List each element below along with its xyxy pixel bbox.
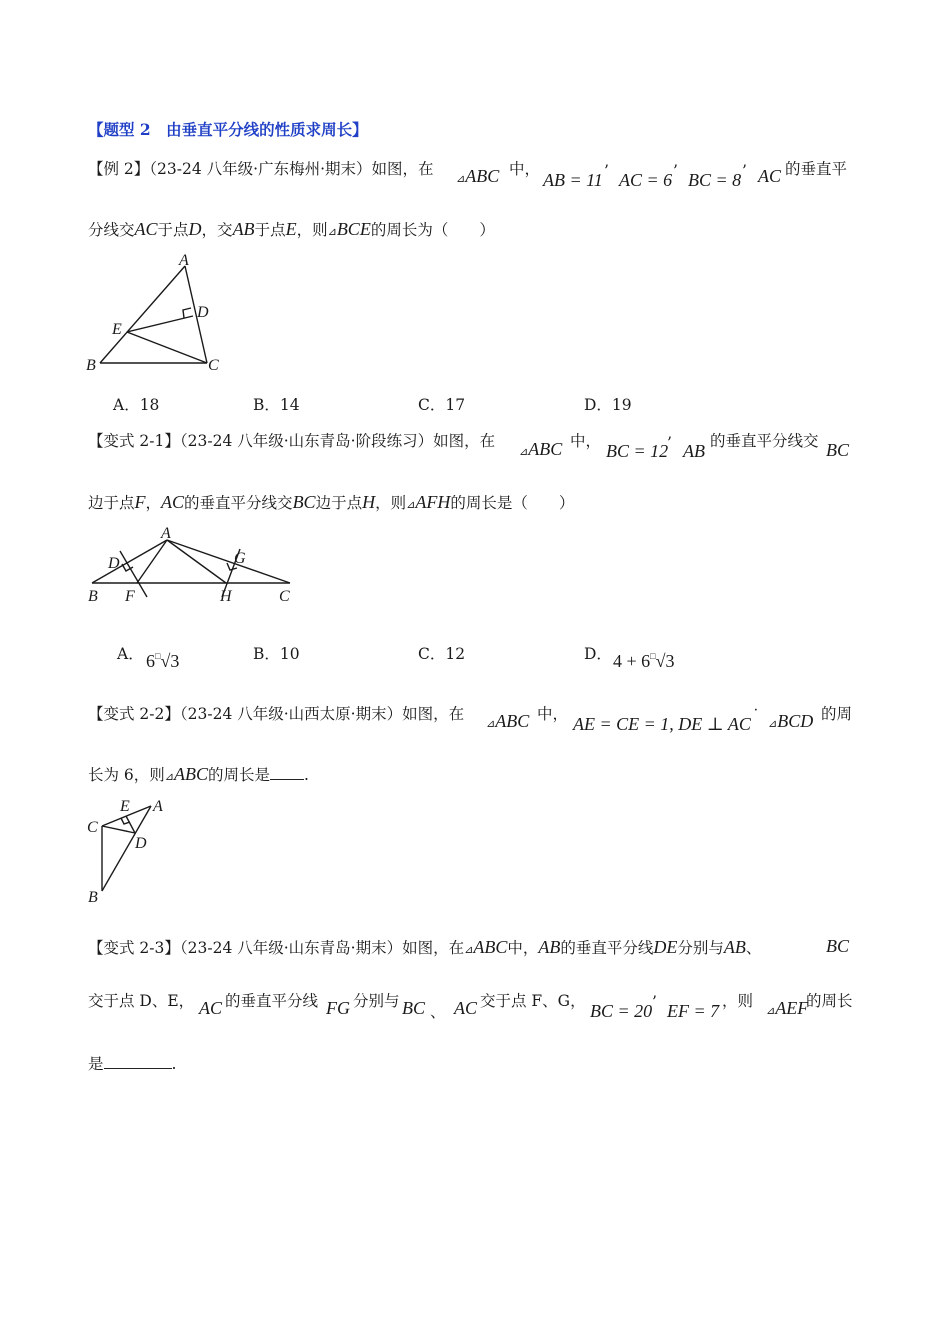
- variant22-line2: 长为 6，则⊿ABC的周长是 .: [88, 764, 309, 784]
- label-d: D: [108, 555, 120, 572]
- label-b: B: [86, 357, 96, 374]
- variant21-option-d-label[interactable]: D．: [584, 645, 612, 663]
- variant23-bc-value: BC = 20: [590, 1001, 653, 1021]
- section-heading: 【题型 2 由垂直平分线的性质求周长】: [88, 120, 368, 139]
- variant21-option-d-value[interactable]: 4 + 6□√3: [613, 651, 675, 671]
- variant23-triangle2: ⊿AEF: [766, 998, 809, 1018]
- variant22-figure: [80, 790, 180, 910]
- variant21-line2: 边于点F，AC的垂直平分线交BC边于点H，则⊿AFH的周长是（ ）: [88, 492, 575, 512]
- variant23-mid4: 分别与: [353, 992, 400, 1010]
- variant21-triangle: ⊿ABC: [519, 439, 563, 459]
- label-d: D: [197, 304, 209, 321]
- label-e: E: [112, 321, 122, 338]
- label-a: A: [179, 252, 189, 269]
- example2-option-a[interactable]: A．18: [113, 396, 160, 414]
- example2-line1: [88, 157, 434, 179]
- variant21-bc2: BC: [826, 440, 850, 460]
- example2-line2: 分线交AC于点D，交AB于点E，则⊿BCE的周长为（ ）: [88, 219, 495, 239]
- sqrt-icon: √: [160, 651, 171, 671]
- variant21-zhong: 中，: [570, 432, 602, 450]
- example2-tail1: 的垂直平: [785, 160, 848, 178]
- example2-ac: AC = 6: [619, 170, 673, 190]
- variant21-bc: BC = 12: [606, 441, 669, 461]
- variant21-line1: 【变式 2-1】（23-24 八年级·山东青岛·阶段练习）如图，在: [88, 432, 496, 450]
- variant21-figure: [80, 520, 310, 610]
- example2-ac2: AC: [758, 166, 782, 186]
- variant22-triangle2: ⊿BCD: [768, 711, 814, 731]
- comma: ’: [673, 162, 678, 180]
- label-d: D: [135, 835, 147, 852]
- variant22-tail1: 的周: [821, 705, 853, 723]
- variant23-line1: 【变式 2-3】（23-24 八年级·山东青岛·期末）如图，在⊿ABC中，AB的垂直平分线DE分别与AB、: [88, 937, 762, 957]
- variant22-line1: 【变式 2-2】（23-24 八年级·山西太原·期末）如图，在: [88, 705, 465, 723]
- label-e: E: [120, 798, 130, 815]
- variant23-ef-value: EF = 7: [667, 1001, 720, 1021]
- example2-option-c[interactable]: C．17: [418, 396, 466, 414]
- variant21-option-a-label[interactable]: A．: [117, 645, 144, 663]
- comma: ’: [652, 993, 657, 1011]
- label-a: A: [161, 525, 171, 542]
- label-h: H: [220, 588, 232, 605]
- variant23-mid3: 的垂直平分线: [225, 992, 319, 1010]
- variant22-zhong: 中，: [537, 705, 569, 723]
- label-g: G: [234, 550, 246, 567]
- variant23-line2a: 交于点 D、E，: [88, 992, 195, 1010]
- example2-zhong: 中，: [509, 160, 541, 178]
- variant21-ab: AB: [683, 441, 705, 461]
- example2-tag: 【例 2】: [88, 160, 150, 178]
- example2-figure: [80, 250, 240, 380]
- variant23-line3: 是 .: [88, 1055, 177, 1073]
- variant21-option-a-value[interactable]: 6□√3: [146, 651, 180, 671]
- variant23-mid5: 交于点 F、G，: [480, 992, 586, 1010]
- triangle-icon: ⊿: [456, 173, 466, 185]
- example2-option-d[interactable]: D．19: [584, 396, 632, 414]
- variant22-condition: AE = CE = 1, DE ⊥ AC: [573, 714, 751, 734]
- comma: ’: [604, 162, 609, 180]
- label-c: C: [208, 357, 219, 374]
- example2-ab: AB = 11: [543, 170, 603, 190]
- variant23-ac2: AC: [454, 998, 478, 1018]
- example2-source: （23-24 八年级·广东梅州·期末）如图，在: [149, 160, 434, 178]
- variant21-option-c[interactable]: C．12: [418, 645, 466, 663]
- variant21-tail1: 的垂直平分线交: [710, 432, 819, 450]
- example2-option-b[interactable]: B．14: [253, 396, 300, 414]
- label-b: B: [88, 889, 98, 906]
- label-f: F: [125, 588, 135, 605]
- variant23-dun2: 、: [430, 1003, 446, 1021]
- comma: ’: [742, 162, 747, 180]
- example2-triangle: ⊿ABC: [456, 166, 500, 186]
- comma: ’: [667, 434, 672, 452]
- variant23-tail: 的周长: [806, 992, 853, 1010]
- variant23-fg: FG: [326, 998, 350, 1018]
- label-a: A: [153, 798, 163, 815]
- label-b: B: [88, 588, 98, 605]
- variant21-option-b[interactable]: B．10: [253, 645, 300, 663]
- label-c: C: [87, 819, 98, 836]
- variant23-bc2: BC: [402, 998, 426, 1018]
- answer-blank[interactable]: [104, 1068, 172, 1069]
- example2-bc: BC = 8: [688, 170, 742, 190]
- sqrt-icon: √: [655, 651, 666, 671]
- label-c: C: [279, 588, 290, 605]
- dot: ˙: [752, 707, 760, 725]
- variant23-ze: ，则: [722, 992, 754, 1010]
- variant22-triangle: ⊿ABC: [486, 711, 530, 731]
- answer-blank[interactable]: [270, 779, 304, 780]
- variant23-bc: BC: [826, 936, 850, 956]
- variant23-ac: AC: [199, 998, 223, 1018]
